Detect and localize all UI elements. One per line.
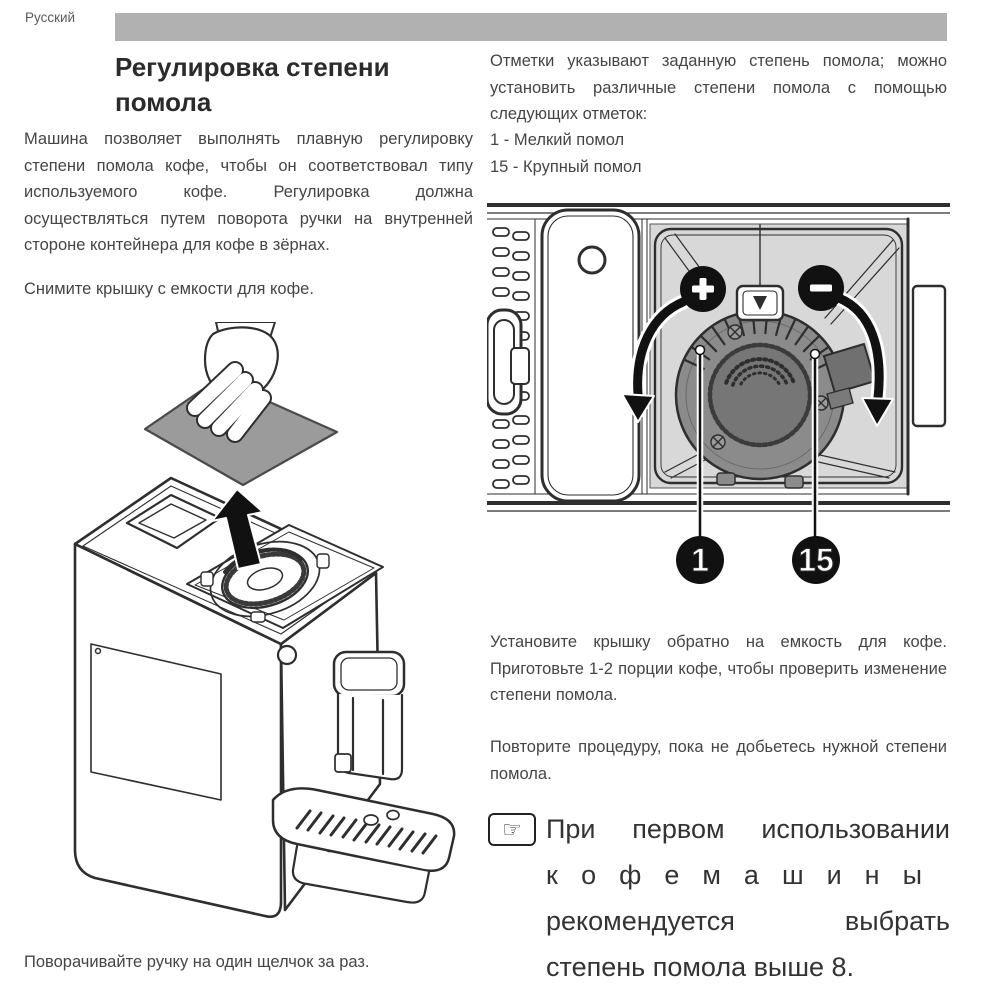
coffee-spout — [334, 652, 404, 779]
lid-removal-drawing — [35, 322, 465, 930]
note-line-1: При первом использовании — [546, 814, 950, 844]
note-line-2: кофемашины — [546, 860, 946, 890]
plus-icon — [680, 266, 726, 312]
paragraph-grind-intro: Машина позволяет выполнять плавную регулировку степени помола кофе, чтобы он соответствовал типу используемого кофе. Регулировка должна осуществляться путем поворота ручки на внутренней стороне контейнера для кофе в зёрнах. — [24, 130, 473, 254]
note-text — [546, 806, 950, 990]
list-item-fine: 1 - Мелкий помол — [490, 131, 625, 149]
paragraph-marks-intro: Отметки указывают заданную степень помола; можно установить различные степени помола с помощью следующих отметок: — [490, 52, 947, 123]
callout-coarse — [792, 536, 840, 584]
tank-panel — [542, 210, 639, 501]
page-title: Регулировка степени помола — [115, 52, 390, 117]
paragraph-remove-lid: Снимите крышку с емкости для кофе. — [24, 280, 314, 298]
note-line-3: рекомендуется выбрать — [546, 906, 950, 936]
figure-lid-removal — [35, 322, 465, 930]
callout-coarse-label: 15 — [798, 542, 834, 578]
pointing-hand-icon: ☞ — [488, 813, 536, 846]
tank-handle — [487, 310, 529, 414]
grind-levels-list — [490, 127, 947, 180]
note-line-4: степень помола выше 8. — [546, 952, 855, 982]
paragraph-replace-lid: Установите крышку обратно на емкость для кофе. Приготовьте 1-2 порции кофе, чтобы проверить изменение степени помола. — [490, 633, 947, 704]
minus-icon — [798, 265, 844, 311]
paragraph-repeat: Повторите процедуру, пока не добьетесь нужной степени помола. — [490, 738, 947, 783]
callout-fine-label: 1 — [691, 542, 709, 578]
right-bracket — [908, 219, 945, 494]
caption-turn-knob: Поворачивайте ручку на один щелчок за раз. — [24, 953, 370, 971]
language-label: Русский — [25, 10, 76, 25]
figure-grind-dial — [487, 198, 950, 588]
note-block — [488, 806, 950, 990]
callout-fine — [676, 536, 724, 584]
list-item-coarse: 15 - Крупный помол — [490, 157, 642, 176]
top-button — [278, 646, 296, 664]
section-accent-bar — [115, 13, 947, 41]
grind-dial-drawing — [487, 198, 950, 588]
